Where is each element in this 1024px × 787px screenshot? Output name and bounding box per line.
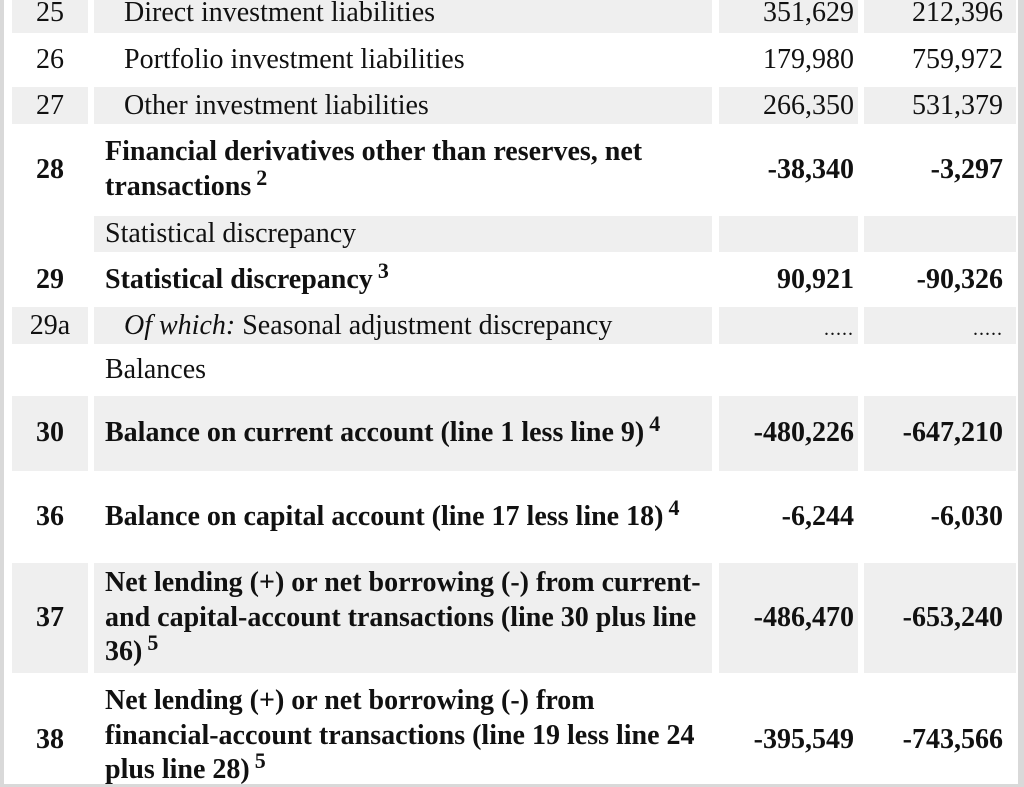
description-text: Seasonal adjustment discrepancy (242, 309, 613, 341)
value-col-2: -653,240 (864, 563, 1016, 673)
description-text: Balance on capital account (line 17 less line 18) (105, 500, 664, 532)
value-col-1: -38,340 (767, 153, 854, 185)
value-col-1: 351,629 (719, 0, 858, 33)
footnote-marker: 4 (668, 494, 680, 520)
line-number: 37 (12, 563, 88, 673)
footnote-marker: 5 (254, 748, 266, 774)
value-col-2: -3,297 (930, 153, 1003, 185)
row-description: Direct investment liabilities (94, 0, 712, 33)
line-number (12, 216, 88, 252)
line-number (12, 350, 88, 390)
line-number: 36 (36, 500, 64, 532)
line-number: 38 (36, 724, 64, 755)
row-description (94, 675, 712, 784)
right-border (1018, 0, 1024, 787)
value-col-2: 212,396 (864, 0, 1016, 33)
line-number: 25 (12, 0, 88, 33)
table-row (12, 40, 1016, 80)
description-text: Balance on current account (line 1 less line 9) (105, 417, 645, 449)
value-col-2: -647,210 (864, 396, 1016, 471)
value-col-1: -486,470 (719, 563, 858, 673)
line-number: 30 (12, 396, 88, 471)
line-number: 27 (12, 87, 88, 124)
row-description (94, 130, 712, 210)
value-col-1: -395,549 (753, 724, 854, 755)
line-number: 29a (12, 307, 88, 344)
description-text: Statistical discrepancy (105, 263, 373, 295)
row-description: Portfolio investment liabilities (124, 44, 465, 76)
footnote-marker: 3 (377, 257, 389, 283)
row-description (94, 258, 712, 302)
description-text: Financial derivatives other than reserves, net transactions (105, 136, 643, 202)
value-col-1: 266,350 (719, 87, 858, 124)
line-number: 26 (36, 44, 64, 76)
line-number: 29 (36, 263, 64, 295)
row-description (94, 563, 712, 673)
footnote-marker: 2 (256, 165, 268, 190)
description-prefix: Of which: (124, 309, 236, 341)
value-col-2: ..... (864, 307, 1016, 344)
left-border (0, 0, 4, 787)
line-number: 28 (36, 153, 64, 185)
value-col-2: -743,566 (902, 724, 1003, 755)
value-col-1 (719, 216, 858, 252)
table-row (12, 563, 1016, 673)
value-col-2: -90,326 (916, 263, 1003, 295)
table-row (12, 477, 1016, 557)
table-row (12, 675, 1016, 784)
row-description (94, 396, 712, 471)
footnote-marker: 5 (147, 630, 159, 656)
row-description (94, 477, 712, 557)
section-heading: Statistical discrepancy (94, 216, 712, 252)
value-col-2: 759,972 (912, 44, 1003, 76)
value-col-1: -6,244 (781, 500, 854, 532)
footnote-marker: 4 (649, 411, 661, 437)
value-col-1: ..... (719, 307, 858, 344)
table-row (12, 87, 1016, 124)
value-col-2: 531,379 (864, 87, 1016, 124)
section-heading: Balances (105, 354, 207, 386)
value-col-1 (719, 350, 858, 390)
row-description (94, 307, 712, 344)
section-heading-row (12, 350, 1016, 390)
table-row (12, 130, 1016, 210)
value-col-2 (864, 350, 1016, 390)
value-col-2: -6,030 (930, 500, 1003, 532)
table-row (12, 396, 1016, 471)
description-text: Net lending (+) or net borrowing (-) from financial-account transactions (line 19 less line 24 plus line 28) (105, 685, 695, 784)
row-description: Other investment liabilities (94, 87, 712, 124)
section-heading-row (12, 216, 1016, 252)
table-row (12, 0, 1016, 33)
table-row (12, 258, 1016, 302)
value-col-1: 179,980 (763, 44, 854, 76)
description-text: Net lending (+) or net borrowing (-) from current- and capital-account transactions (line 30 plus line 36) (105, 566, 701, 668)
value-col-1: -480,226 (719, 396, 858, 471)
table-row (12, 307, 1016, 344)
value-col-1: 90,921 (777, 263, 854, 295)
value-col-2 (864, 216, 1016, 252)
